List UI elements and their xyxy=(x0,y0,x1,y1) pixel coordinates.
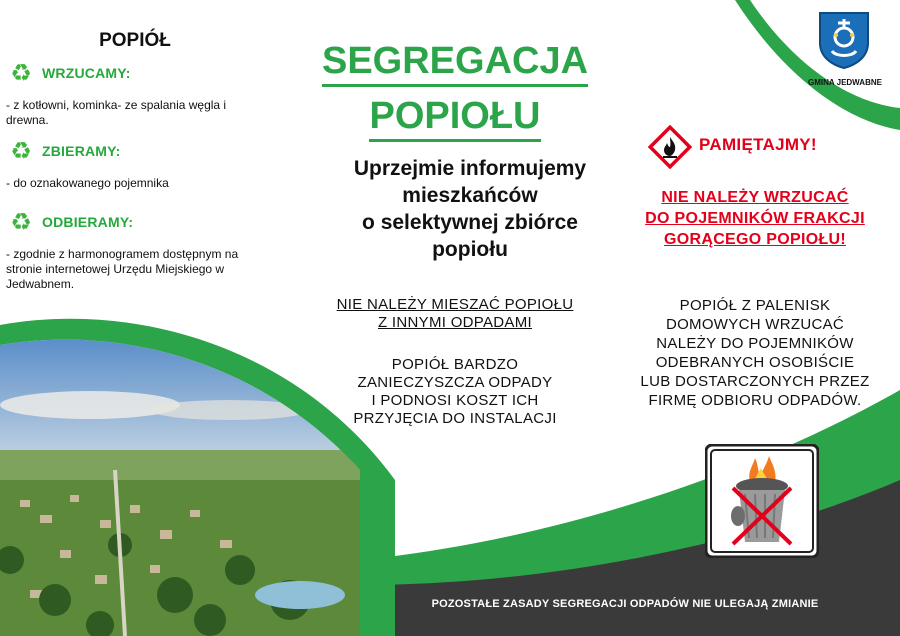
warning-heading: PAMIĘTAJMY! xyxy=(699,135,817,154)
section-label: ODBIERAMY: xyxy=(42,214,134,230)
section-text: - zgodnie z harmonogramem dostępnym na stronie internetowej Urzędu Miejskiego w Jedwabnem. xyxy=(6,247,239,291)
warning-line: NIE NALEŻY WRZUCAĆ xyxy=(661,189,849,206)
recycle-icon: ♻ xyxy=(10,137,32,165)
title-line-1: SEGREGACJA xyxy=(322,38,588,87)
no-mix-line: NIE NALEŻY MIESZAĆ POPIOŁU xyxy=(336,296,574,313)
pollution-notice xyxy=(300,356,610,428)
section-odbieramy xyxy=(4,209,264,292)
ash-info-line: NALEŻY DO POJEMNIKÓW xyxy=(656,335,854,352)
ash-info-line: POPIÓŁ Z PALENISK xyxy=(679,297,831,314)
recycle-icon: ♻ xyxy=(10,208,32,236)
ash-info-line: LUB DOSTARCZONYCH PRZEZ xyxy=(640,373,870,390)
flammable-hazard-icon xyxy=(648,125,692,169)
ash-disposal-info xyxy=(620,296,890,410)
section-label: ZBIERAMY: xyxy=(42,143,121,159)
pollution-line: I PODNOSI KOSZT ICH xyxy=(371,392,539,409)
warning-line: DO POJEMNIKÓW FRAKCJI xyxy=(645,210,865,227)
section-zbieramy xyxy=(4,138,264,191)
main-title xyxy=(300,38,610,148)
no-hot-ash-bin-icon xyxy=(705,444,819,558)
ash-info-line: DOMOWYCH WRZUCAĆ xyxy=(665,316,845,333)
coat-of-arms-icon xyxy=(818,11,870,69)
intro-line: popiołu xyxy=(432,238,508,261)
pollution-line: ZANIECZYSZCZA ODPADY xyxy=(357,374,553,391)
intro-text xyxy=(300,155,640,263)
pollution-line: PRZYJĘCIA DO INSTALACJI xyxy=(353,410,557,427)
section-text: - z kotłowni, kominka- ze spalania węgla i drewna. xyxy=(6,98,227,127)
warning-line: GORĄCEGO POPIOŁU! xyxy=(664,231,846,248)
hot-ash-warning xyxy=(620,187,890,250)
title-line-2: POPIOŁU xyxy=(369,93,540,142)
section-text: - do oznakowanego pojemnika xyxy=(6,176,169,190)
no-mix-notice xyxy=(300,296,610,332)
intro-line: mieszkańców xyxy=(402,184,538,207)
ash-info-line: ODEBRANYCH OSOBIŚCIE xyxy=(655,354,855,371)
section-label: WRZUCAMY: xyxy=(42,65,131,81)
left-column xyxy=(4,30,264,302)
left-title: POPIÓŁ xyxy=(99,30,171,51)
section-wrzucamy xyxy=(4,60,264,128)
ash-info-line: FIRMĘ ODBIORU ODPADÓW. xyxy=(648,392,862,409)
no-mix-line: Z INNYMI ODPADAMI xyxy=(378,314,532,331)
footer-text: POZOSTAŁE ZASADY SEGREGACJI ODPADÓW NIE ULEGAJĄ ZMIANIE xyxy=(431,598,819,610)
intro-line: o selektywnej zbiórce xyxy=(362,211,578,234)
intro-line: Uprzejmie informujemy xyxy=(353,157,587,180)
pollution-line: POPIÓŁ BARDZO xyxy=(391,356,519,373)
recycle-icon: ♻ xyxy=(10,59,32,87)
logo-name: GMINA JEDWABNE xyxy=(808,78,882,87)
